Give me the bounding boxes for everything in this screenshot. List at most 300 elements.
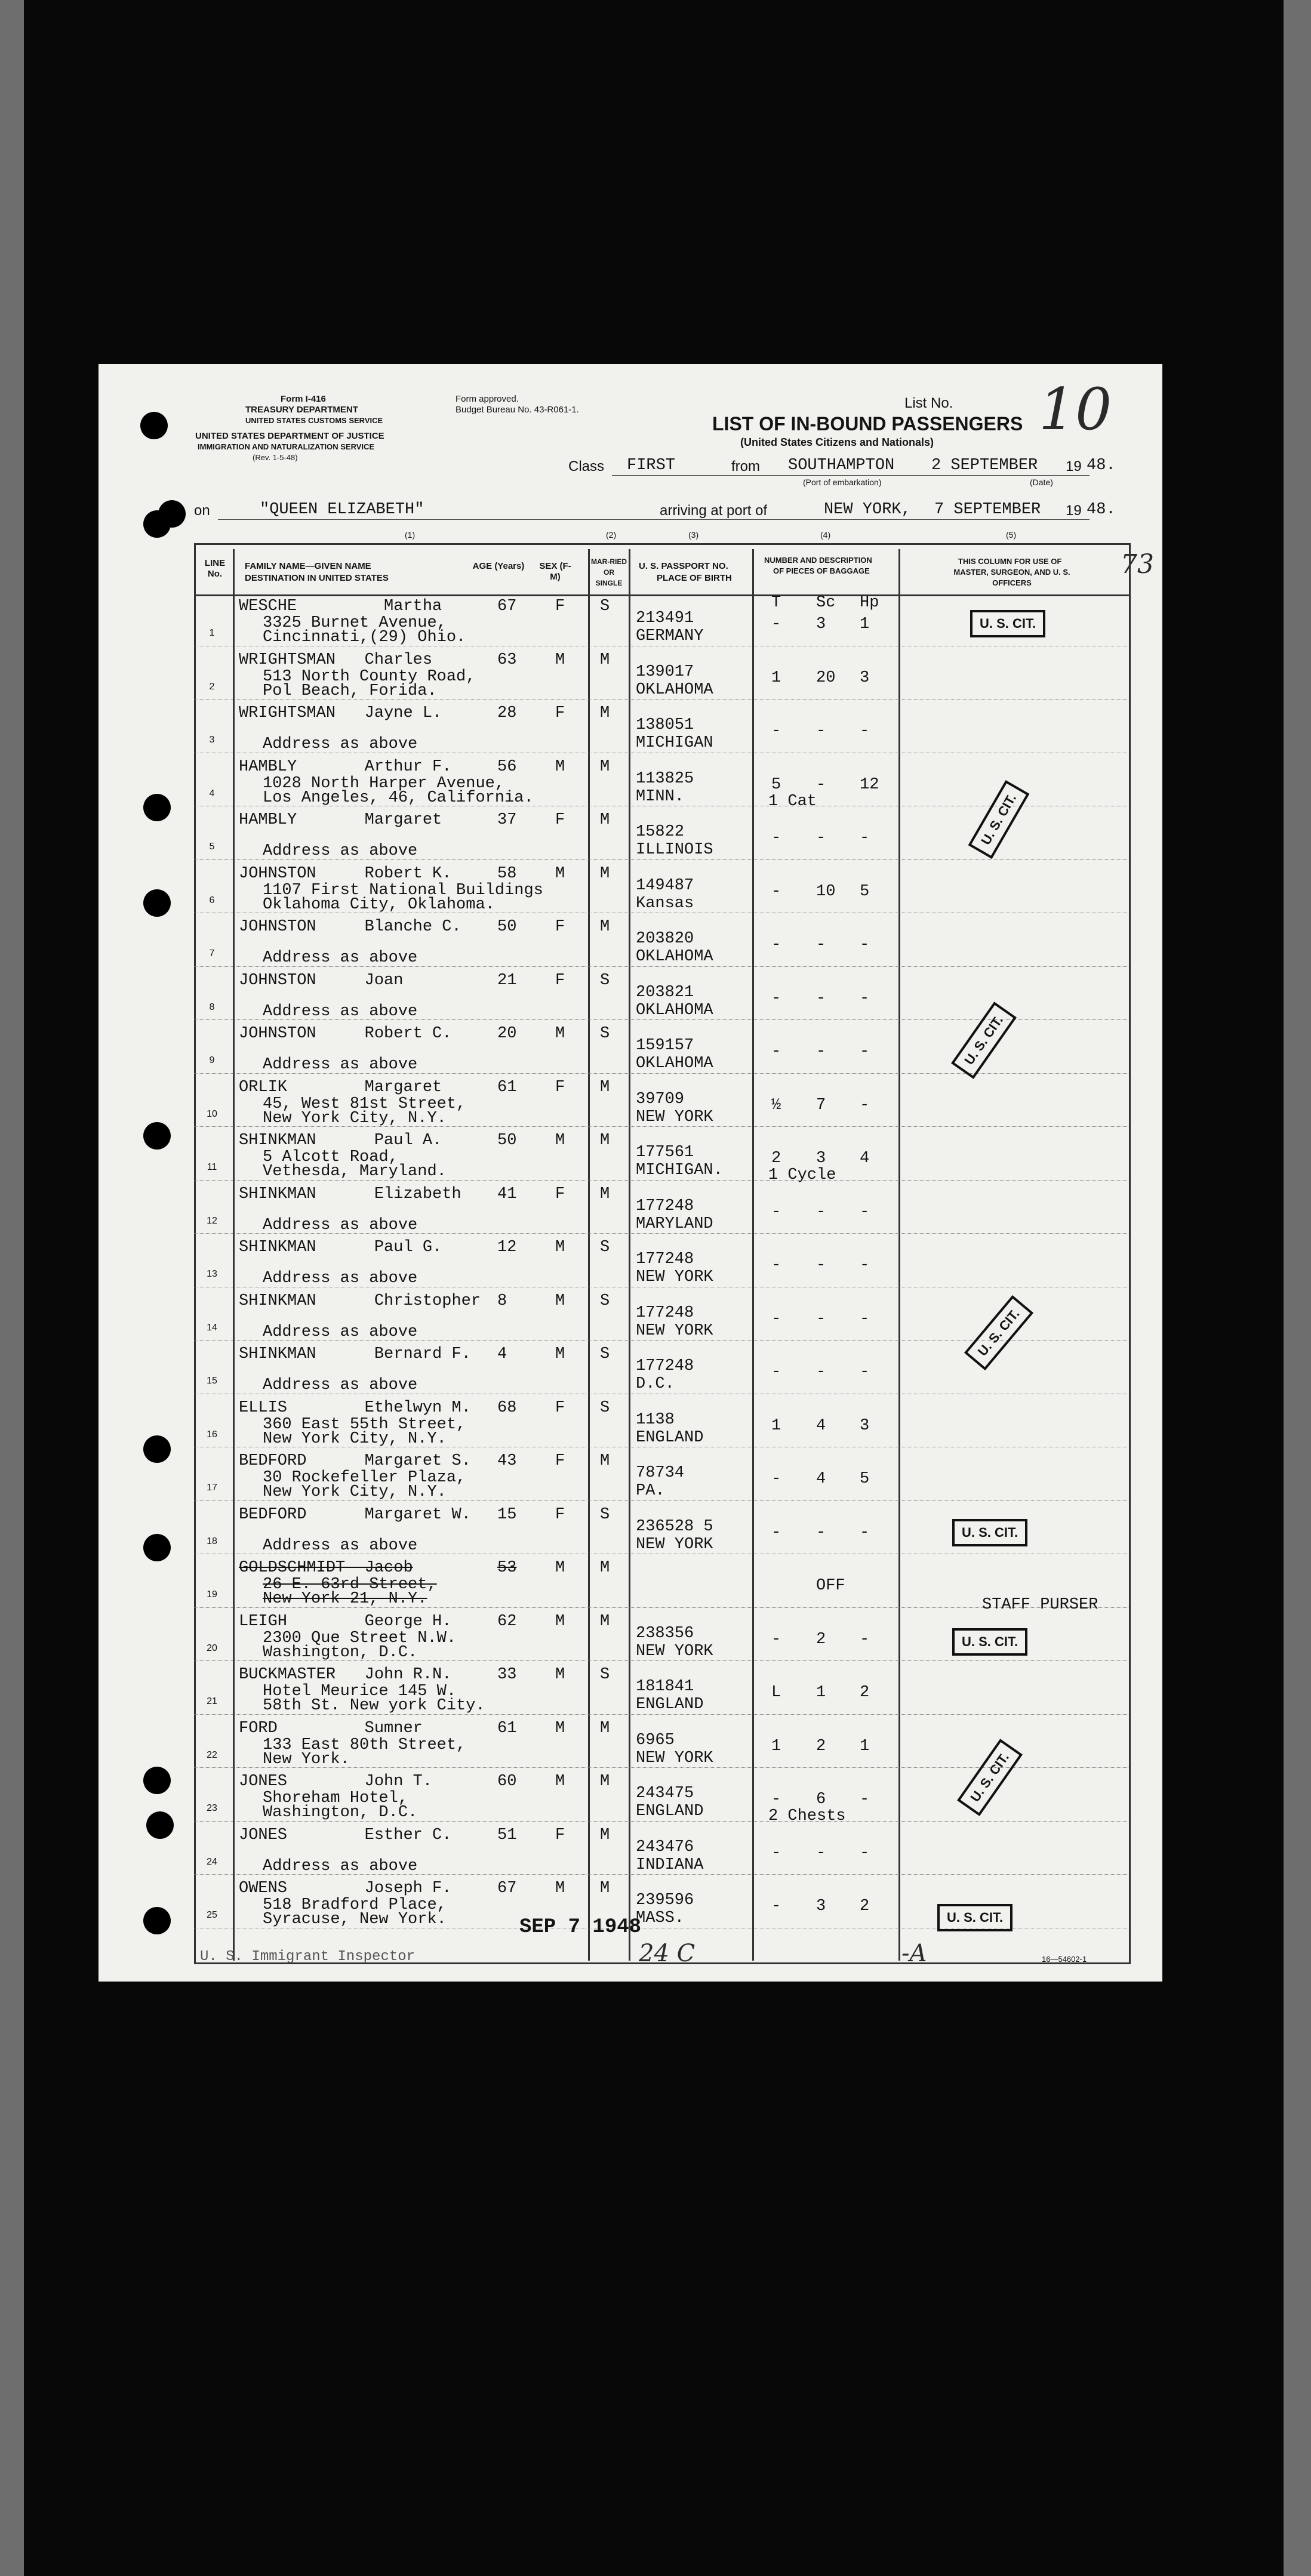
baggage-trunks: - [771,1470,781,1488]
passenger-sex: F [555,1452,565,1470]
column-divider [588,549,590,1961]
passenger-name: OWENS Joseph F. [239,1879,452,1897]
passenger-sex: M [555,1132,565,1150]
passenger-age: 20 [497,1025,517,1043]
row-divider [194,1821,1128,1822]
baggage-trunks: ½ [771,1096,781,1114]
list-no-label: List No. [904,395,953,411]
form-approved: Form approved. [456,394,519,404]
address-line: Address as above [263,1216,418,1234]
col-header-name: FAMILY NAME—GIVEN NAME [245,561,371,571]
punch-hole [143,1435,171,1463]
address-line: Vethesda, Maryland. [263,1163,447,1181]
address-line: 3325 Burnet Avenue, [263,614,447,632]
baggage-suitcases: 2 [816,1737,826,1755]
underline [612,475,1090,476]
passport-number: 139017 [636,663,694,681]
baggage-trunks: 1 [771,668,781,687]
us-citizen-stamp: U. S. CIT. [957,1739,1023,1816]
punch-hole [140,412,168,439]
passenger-sex: F [555,918,565,936]
place-of-birth: PA. [636,1482,665,1500]
passport-number: 181841 [636,1678,694,1696]
date-stamp: SEP 7 1948 [519,1916,642,1939]
passenger-name: JONES Esther C. [239,1826,452,1844]
address-line: New York 21, N.Y. [263,1590,427,1608]
marital-status: M [600,757,610,776]
line-number: 12 [207,1215,217,1226]
address-line: 58th St. New york City. [263,1697,485,1715]
line-number: 3 [209,735,215,745]
punch-hole [143,889,171,917]
line-number: 25 [207,1910,217,1920]
address-line: 2300 Que Street N.W. [263,1629,457,1647]
embarkation-port: SOUTHAMPTON [788,457,895,474]
address-line: Washington, D.C. [263,1643,418,1662]
address-line: Address as above [263,1056,418,1074]
address-line: New York. [263,1750,350,1768]
line-number: 23 [207,1803,217,1813]
col-header-destination: DESTINATION IN UNITED STATES [245,573,389,583]
address-line: Address as above [263,1323,418,1341]
place-of-birth: OKLAHOMA [636,948,713,966]
place-of-birth: NEW YORK [636,1268,713,1286]
baggage-suitcases: - [816,1363,826,1381]
line-number: 14 [207,1322,217,1333]
line-number: 2 [209,681,215,692]
passenger-name: GOLDSCHMIDT Jacob [239,1559,413,1577]
place-of-birth: MINN. [636,787,685,806]
passport-number: 203821 [636,983,694,1002]
passenger-name: JOHNSTON Blanche C. [239,918,461,936]
line-number: 22 [207,1749,217,1760]
passenger-name: JOHNSTON Robert K. [239,864,452,883]
passenger-age: 67 [497,597,517,615]
line-number: 24 [207,1856,217,1867]
baggage-trunks: - [771,1309,781,1328]
baggage-suitcases: 7 [816,1096,826,1114]
baggage-handpieces: 2 [860,1684,870,1702]
passenger-age: 60 [497,1773,517,1791]
place-of-birth: ENGLAND [636,1428,704,1447]
passport-number: 39709 [636,1090,685,1108]
line-number: 9 [209,1055,215,1065]
address-line: 1028 North Harper Avenue, [263,774,505,793]
address-line: 360 East 55th Street, [263,1415,466,1434]
address-line: Cincinnati,(29) Ohio. [263,628,466,646]
passenger-age: 67 [497,1879,517,1897]
passenger-name: JOHNSTON Joan [239,971,404,990]
class-value: FIRST [627,457,676,474]
col-header-baggage: OF PIECES OF BAGGAGE [773,566,870,575]
row-divider [194,1126,1128,1127]
treasury-dept: TREASURY DEPARTMENT [245,405,358,415]
punch-hole [143,1767,171,1794]
passenger-sex: M [555,1666,565,1684]
passenger-sex: M [555,1292,565,1310]
baggage-trunks: 5 [771,775,781,794]
passenger-sex: M [555,1719,565,1737]
baggage-trunks: - [771,615,781,633]
col-header-baggage: NUMBER AND DESCRIPTION [764,556,872,565]
passenger-name: JONES John T. [239,1773,433,1791]
baggage-suitcases: 4 [816,1416,826,1435]
marital-status: M [600,1559,610,1577]
column-number: (4) [820,530,831,540]
address-line: 518 Bradford Place, [263,1896,447,1914]
address-line: Syracuse, New York. [263,1911,447,1928]
baggage-note: 1 Cycle [768,1166,836,1184]
punch-hole [143,794,171,821]
passenger-name: SHINKMAN Elizabeth [239,1185,461,1203]
column-divider [898,549,900,1961]
year-value: 48. [1087,457,1116,474]
us-citizen-stamp: U. S. CIT. [937,1904,1013,1931]
address-line: Address as above [263,1376,418,1394]
col-header-married: MAR-RIED OR SINGLE [591,557,627,587]
embarkation-date: 2 SEPTEMBER [931,457,1038,474]
passenger-age: 56 [497,757,517,776]
baggage-handpieces: - [860,989,870,1007]
address-line: Address as above [263,1269,418,1287]
marital-status: M [600,864,610,883]
baggage-note: 2 Chests [768,1807,846,1825]
baggage-handpieces: 5 [860,882,870,901]
place-of-birth: NEW YORK [636,1642,713,1660]
baggage-trunks: - [771,1203,781,1221]
place-of-birth: D.C. [636,1375,675,1393]
handwritten-note: -A [901,1940,927,1967]
passenger-sex: F [555,597,565,615]
passenger-name: SHINKMAN Paul G. [239,1238,442,1256]
baggage-trunks: - [771,1844,781,1862]
marital-status: M [600,1719,610,1737]
baggage-suitcases: - [816,1043,826,1061]
passenger-age: 61 [497,1078,517,1096]
marital-status: M [600,918,610,936]
place-of-birth: OKLAHOMA [636,1055,713,1073]
passenger-name: LEIGH George H. [239,1612,452,1631]
passport-number: 243475 [636,1785,694,1802]
line-number: 1 [209,628,215,638]
baggage-handpieces: 1 [860,1737,870,1755]
baggage-suitcases: 4 [816,1470,826,1488]
baggage-trunks: - [771,1630,781,1648]
address-line: 5 Alcott Road, [263,1148,398,1166]
passenger-age: 62 [497,1612,517,1631]
column-number: (2) [606,530,617,540]
baggage-trunks: - [771,1791,781,1808]
passenger-age: 50 [497,918,517,936]
marital-status: M [600,1078,610,1096]
punch-hole [158,500,186,528]
address-line: Shoreham Hotel, [263,1789,408,1807]
baggage-suitcases: - [816,1309,826,1328]
passport-number: 78734 [636,1464,685,1482]
line-number: 11 [207,1162,217,1172]
marital-status: S [600,1238,610,1256]
punch-hole [143,1534,171,1561]
place-of-birth: ENGLAND [636,1802,704,1820]
passenger-sex: M [555,1345,565,1363]
passenger-age: 33 [497,1666,517,1684]
justice-dept: UNITED STATES DEPARTMENT OF JUSTICE [195,431,384,441]
passport-number: 239596 [636,1891,694,1909]
address-line: 26 E. 63rd Street, [263,1576,437,1594]
marital-status: S [600,597,610,615]
passenger-age: 12 [497,1238,517,1256]
passenger-sex: F [555,971,565,990]
address-line: 133 East 80th Street, [263,1736,466,1754]
marital-status: M [600,651,610,669]
passenger-age: 37 [497,811,517,829]
row-divider [194,1233,1128,1234]
passenger-age: 50 [497,1132,517,1150]
arrival-date: 7 SEPTEMBER [934,501,1041,519]
baggage-suitcases: 3 [816,1150,826,1167]
baggage-trunks: - [771,936,781,954]
passport-number: 113825 [636,769,694,788]
passenger-name: ORLIK Margaret [239,1078,442,1096]
passenger-name: ELLIS Ethelwyn M. [239,1398,471,1417]
passenger-name: FORD Sumner [239,1719,423,1737]
row-divider [194,1500,1128,1501]
passenger-name: SHINKMAN Christopher [239,1292,481,1310]
address-line: 513 North County Road, [263,667,476,686]
passenger-sex: F [555,1398,565,1417]
line-number: 21 [207,1696,217,1706]
marital-status: S [600,971,610,990]
arrival-port: NEW YORK, [824,501,911,519]
baggage-subheader-hp: Hp [860,594,879,612]
baggage-suitcases: 10 [816,882,836,901]
address-line: Address as above [263,1857,418,1875]
place-of-birth: NEW YORK [636,1749,713,1767]
underline [218,519,1090,520]
address-line: New York City, N.Y. [263,1483,447,1501]
budget-bureau: Budget Bureau No. 43-R061-1. [456,405,579,415]
place-of-birth: INDIANA [636,1856,704,1874]
customs-service: UNITED STATES CUSTOMS SERVICE [245,416,383,425]
column-number: (3) [688,530,699,540]
on-label: on [194,503,210,519]
passport-number: 177248 [636,1304,694,1322]
row-divider [194,966,1128,967]
passport-number: 177248 [636,1250,694,1268]
passenger-sex: M [555,1025,565,1043]
passenger-sex: M [555,757,565,776]
document-subtitle: (United States Citizens and Nationals) [740,436,934,448]
passenger-age: 43 [497,1452,517,1470]
passport-number: 236528 5 [636,1517,713,1536]
passenger-sex: M [555,1238,565,1256]
marital-status: M [600,1773,610,1791]
baggage-suitcases: - [816,989,826,1007]
baggage-suitcases: 6 [816,1791,826,1808]
passport-number: 159157 [636,1037,694,1055]
passenger-name: BEDFORD Margaret W. [239,1505,471,1524]
line-number: 13 [207,1269,217,1279]
passport-number: 243476 [636,1838,694,1856]
address-line: 45, West 81st Street, [263,1095,466,1113]
baggage-handpieces: - [860,829,870,847]
row-divider [194,1073,1128,1074]
us-citizen-stamp: U. S. CIT. [970,610,1045,637]
row-divider [194,859,1128,860]
us-citizen-stamp: U. S. CIT. [968,780,1030,859]
baggage-trunks: - [771,989,781,1007]
film-strip-right [1284,0,1311,2576]
baggage-suitcases: OFF [816,1577,845,1595]
baggage-suitcases: - [816,1203,826,1221]
baggage-handpieces: 3 [860,1416,870,1435]
baggage-suitcases: - [816,1523,826,1542]
passenger-sex: M [555,864,565,883]
passenger-name: SHINKMAN Bernard F. [239,1345,471,1363]
passenger-age: 68 [497,1398,517,1417]
baggage-handpieces: - [860,1791,870,1808]
line-number: 15 [207,1376,217,1386]
row-divider [194,1180,1128,1181]
address-line: Address as above [263,949,418,967]
baggage-handpieces: - [860,1523,870,1542]
marital-status: M [600,1612,610,1631]
address-line: Address as above [263,735,418,753]
line-number: 20 [207,1643,217,1653]
baggage-suitcases: - [816,829,826,847]
address-line: Pol Beach, Forida. [263,682,437,700]
passport-number: 177561 [636,1144,694,1161]
baggage-handpieces: - [860,1844,870,1862]
baggage-suitcases: 20 [816,668,836,687]
baggage-trunks: L [771,1684,781,1702]
baggage-trunks: - [771,829,781,847]
place-of-birth: OKLAHOMA [636,680,713,699]
marital-status: M [600,704,610,722]
column-divider [233,549,235,1961]
baggage-handpieces: - [860,1256,870,1274]
baggage-suitcases: - [816,775,826,794]
passenger-age: 41 [497,1185,517,1203]
address-line: Oklahoma City, Oklahoma. [263,895,495,914]
form-number: Form I-416 [281,394,326,404]
passenger-age: 63 [497,651,517,669]
passport-number: 177248 [636,1357,694,1375]
passenger-name: HAMBLY Arthur F. [239,757,452,776]
baggage-trunks: 1 [771,1416,781,1435]
place-of-birth: MICHIGAN [636,734,713,752]
header-divider [194,594,1129,596]
us-citizen-stamp: U. S. CIT. [964,1295,1033,1370]
baggage-handpieces: - [860,1630,870,1648]
baggage-handpieces: 2 [860,1897,870,1915]
marital-status: M [600,1826,610,1844]
baggage-suitcases: 1 [816,1684,826,1702]
col-header-sex: SEX (F-M) [539,561,571,582]
row-divider [194,1714,1128,1715]
passenger-age: 58 [497,864,517,883]
marital-status: S [600,1025,610,1043]
address-line: Los Angeles, 46, California. [263,788,534,807]
passport-number: 1138 [636,1410,675,1429]
address-line: 30 Rockefeller Plaza, [263,1469,466,1487]
passenger-sex: M [555,1612,565,1631]
column-divider [752,549,754,1961]
place-of-birth: GERMANY [636,627,704,645]
address-line: Hotel Meurice 145 W. [263,1683,457,1700]
passenger-age: 15 [497,1505,517,1524]
passenger-name: HAMBLY Margaret [239,811,442,829]
address-line: Address as above [263,842,418,860]
marital-status: M [600,811,610,829]
us-citizen-stamp: U. S. CIT. [952,1519,1027,1546]
passenger-sex: F [555,1505,565,1524]
baggage-suitcases: 3 [816,615,826,633]
passenger-sex: M [555,1559,565,1577]
row-divider [194,699,1128,700]
list-number: 10 [1039,376,1112,443]
address-line: Address as above [263,1002,418,1021]
column-divider [629,549,630,1961]
class-label: Class [568,458,605,474]
year-prefix: 19 [1066,458,1082,474]
passport-number: 15822 [636,823,685,841]
revision-label: (Rev. 1-5-48) [253,453,298,462]
inspector-label: U. S. Immigrant Inspector [200,1949,416,1965]
baggage-handpieces: 5 [860,1470,870,1488]
baggage-handpieces: - [860,722,870,740]
address-line: 1107 First National Buildings [263,881,543,899]
baggage-trunks: - [771,882,781,901]
passenger-age: 28 [497,704,517,722]
baggage-note: 1 Cat [768,792,817,811]
marital-status: M [600,1132,610,1150]
baggage-subheader-t: T [771,594,781,612]
place-of-birth: OKLAHOMA [636,1001,713,1019]
passenger-sex: F [555,1185,565,1203]
baggage-handpieces: 1 [860,615,870,633]
baggage-trunks: - [771,722,781,740]
staff-purser: STAFF PURSER [982,1596,1098,1614]
line-number: 19 [207,1589,217,1600]
passenger-age: 4 [497,1345,507,1363]
col-header-age: AGE (Years) [472,561,525,571]
passenger-sex: F [555,811,565,829]
baggage-handpieces: - [860,1203,870,1221]
passenger-name: WESCHE Martha [239,597,442,615]
passenger-sex: M [555,1879,565,1897]
place-of-birth: Kansas [636,894,694,913]
line-number: 10 [207,1108,217,1119]
baggage-suitcases: - [816,1844,826,1862]
line-number: 4 [209,788,215,799]
baggage-handpieces: - [860,1096,870,1114]
vessel-name: "QUEEN ELIZABETH" [260,501,424,519]
passport-number: 177248 [636,1197,694,1215]
form-code: 16—54602-1 [1042,1955,1087,1964]
passenger-name: SHINKMAN Paul A. [239,1132,442,1150]
arriving-label: arriving at port of [660,503,768,519]
baggage-trunks: - [771,1523,781,1542]
passenger-sex: M [555,1773,565,1791]
line-number: 6 [209,895,215,905]
column-number: (1) [405,530,416,540]
passenger-sex: F [555,1078,565,1096]
passenger-sex: M [555,651,565,669]
passport-number: 238356 [636,1624,694,1643]
passenger-name: WRIGHTSMAN Charles [239,651,433,669]
film-strip-left [0,0,24,2576]
